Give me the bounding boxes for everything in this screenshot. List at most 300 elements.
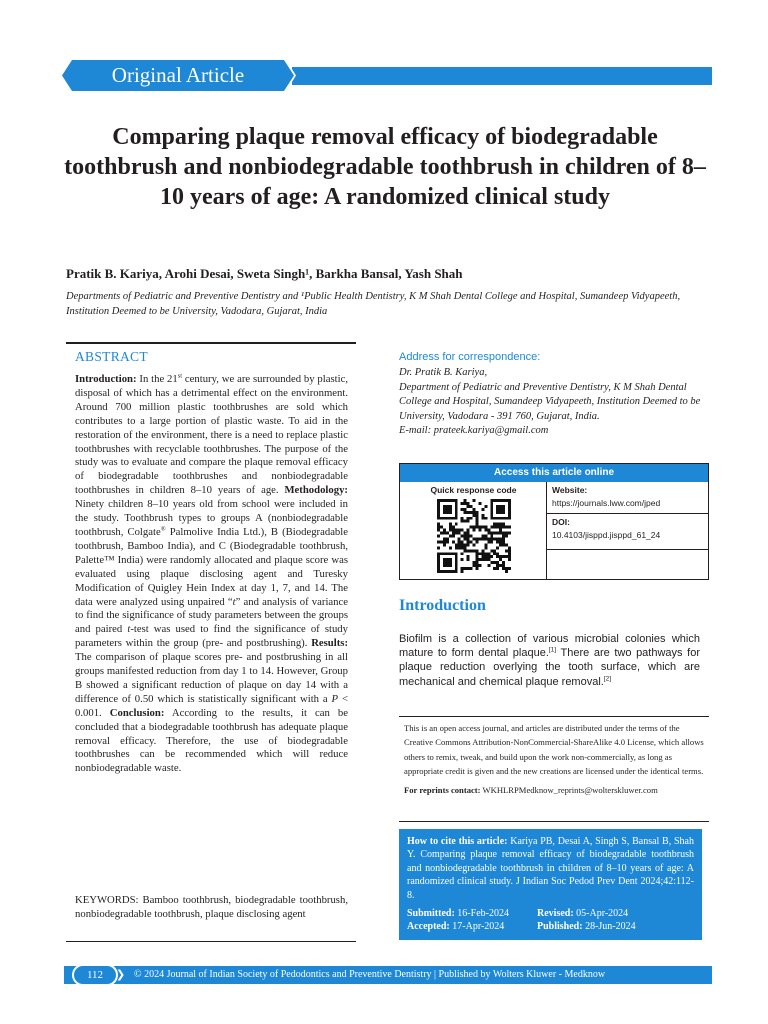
qr-module (502, 564, 505, 567)
qr-module (443, 529, 446, 532)
qr-module (458, 543, 461, 546)
qr-module (475, 567, 478, 570)
affiliation: Departments of Pediatric and Preventive Dentistry and ¹Public Health Dentistry, K M Shah Dental College and Hospital, Sumandeep Vidyapeeth, Institution Deemed to be University, Vadodara, Gujarat, India (66, 291, 681, 317)
qr-module (437, 552, 440, 555)
qr-module (437, 529, 440, 532)
qr-module (449, 526, 452, 529)
qr-module (475, 549, 478, 552)
qr-module (499, 526, 502, 529)
qr-module (496, 537, 499, 540)
qr-module (493, 567, 496, 570)
qr-module (502, 499, 505, 502)
qr-module (464, 543, 467, 546)
abstract-method-text-b: Palmolive India Ltd.), B (Biodegradable toothbrush, Bamboo India), and C (Biodegradable toothbrush, Palette™ India) were randomly allocated and plaque score was evaluated using plaque disclosing agent and Turesky Modification of Quigley Hein Index at day 1, 7, and 14. The data were analyzed using unpaired “ (75, 525, 348, 608)
qr-module (437, 567, 440, 570)
qr-module (443, 552, 446, 555)
qr-module (443, 561, 446, 564)
qr-module (461, 529, 464, 532)
qr-module (508, 508, 511, 511)
qr-module (464, 520, 467, 523)
abstract-rule (66, 342, 356, 344)
qr-module (458, 540, 461, 543)
qr-module (484, 543, 487, 546)
intro-ref-1[interactable]: [1] (548, 646, 557, 654)
keywords-rule (66, 941, 356, 942)
qr-module (470, 526, 473, 529)
qr-module (493, 532, 496, 535)
doi-link[interactable]: 10.4103/jisppd.jisppd_61_24 (552, 530, 661, 540)
qr-module (464, 567, 467, 570)
qr-module (437, 535, 440, 538)
qr-module (443, 511, 446, 514)
qr-module (464, 511, 467, 514)
qr-module (437, 558, 440, 561)
qr-module (502, 532, 505, 535)
qr-module (467, 567, 470, 570)
submitted-label: Submitted: (407, 908, 455, 920)
intro-text: Biofilm is a collection of various microbial colonies which mature to form dental plaque. (399, 633, 700, 660)
qr-module (461, 546, 464, 549)
qr-module (449, 552, 452, 555)
published-value: 28-Jun-2024 (582, 921, 636, 933)
published-date (537, 920, 687, 933)
abstract-conclusion-label: Conclusion: (109, 706, 165, 719)
qr-module (449, 523, 452, 526)
abstract-conclusion-text: According to the results, it can be concluded that a biodegradable toothbrush has adequate plaque removal efficacy. Therefore, the use of biodegradable toothbrushes can be recommended which will reduce nonbiodegradable waste. (75, 706, 349, 775)
qr-module (437, 499, 440, 502)
qr-module (499, 540, 502, 543)
qr-module (478, 564, 481, 567)
keywords-text: Bamboo toothbrush, biodegradable toothbrush, nonbiodegradable toothbrush, plaque disclosing agent (75, 894, 348, 920)
qr-module (437, 526, 440, 529)
intro-ref-2[interactable]: [2] (603, 674, 612, 682)
qr-module (437, 564, 440, 567)
qr-module (446, 511, 449, 514)
qr-module (437, 502, 440, 505)
qr-module (461, 570, 464, 573)
qr-module (496, 561, 499, 564)
qr-module (473, 529, 476, 532)
qr-module (443, 540, 446, 543)
qr-column (400, 482, 547, 579)
abstract-method-text-d: -test was used to find the significance of study parameters within the group (pre- and postbrushing). (75, 623, 348, 650)
qr-module (493, 523, 496, 526)
qr-module (475, 523, 478, 526)
qr-module (502, 511, 505, 514)
qr-module (452, 526, 455, 529)
header-rule (292, 67, 712, 85)
qr-module (443, 558, 446, 561)
qr-module (499, 564, 502, 567)
qr-module (490, 505, 493, 508)
qr-module (496, 552, 499, 555)
qr-module (455, 546, 458, 549)
qr-module (499, 555, 502, 558)
submitted-value: 16-Feb-2024 (454, 908, 509, 920)
qr-module (464, 549, 467, 552)
qr-module (464, 537, 467, 540)
abstract-intro-text: In the 21 (136, 373, 178, 385)
qr-module (443, 543, 446, 546)
qr-module (446, 570, 449, 573)
qr-module (455, 564, 458, 567)
qr-module (467, 520, 470, 523)
correspondence-name: Dr. Pratik B. Kariya, (399, 367, 488, 378)
qr-module (443, 532, 446, 535)
qr-module (446, 532, 449, 535)
qr-module (467, 517, 470, 520)
qr-module (484, 558, 487, 561)
qr-module (461, 508, 464, 511)
introduction-heading: Introduction (399, 597, 486, 614)
reprints-email[interactable]: WKHLRPMedknow_reprints@wolterskluwer.com (480, 785, 658, 796)
qr-code-icon[interactable] (437, 498, 511, 574)
qr-module (478, 537, 481, 540)
qr-module (508, 514, 511, 517)
qr-module (475, 511, 478, 514)
qr-module (461, 543, 464, 546)
qr-module (478, 552, 481, 555)
qr-module (475, 514, 478, 517)
page-number: 112 (72, 964, 118, 986)
abstract-results-label: Results: (311, 637, 348, 650)
qr-module (446, 505, 449, 508)
qr-module (437, 508, 440, 511)
qr-module (505, 535, 508, 538)
abstract-intro-sup: st (177, 372, 183, 380)
qr-module (502, 535, 505, 538)
qr-module (508, 502, 511, 505)
qr-module (455, 561, 458, 564)
qr-module (478, 529, 481, 532)
qr-module (505, 543, 508, 546)
qr-module (443, 537, 446, 540)
qr-module (502, 537, 505, 540)
qr-module (473, 564, 476, 567)
abstract-method-text-c: ” and analysis of variance to find the significance of study parameters between the groups and paired (75, 595, 348, 636)
qr-module (455, 529, 458, 532)
citation-body: Kariya PB, Desai A, Singh S, Bansal B, Shah Y. Comparing plaque removal efficacy of biodegradable toothbrush and nonbiodegradable toothbrush in children of 8–10 years of age: A randomized clinical study. J Indian Soc Pedod Prev Dent 2024;42:112-8. (407, 836, 694, 901)
abstract-method-t1: t (232, 595, 236, 608)
qr-module (455, 499, 458, 502)
qr-module (440, 532, 443, 535)
abstract-heading: ABSTRACT (75, 349, 148, 364)
qr-module (455, 570, 458, 573)
qr-module (505, 570, 508, 573)
qr-module (440, 526, 443, 529)
qr-module (443, 570, 446, 573)
qr-module (470, 549, 473, 552)
qr-module (478, 526, 481, 529)
revised-label: Revised: (537, 908, 574, 920)
qr-module (502, 517, 505, 520)
qr-module (455, 523, 458, 526)
qr-module (508, 532, 511, 535)
qr-module (449, 499, 452, 502)
qr-module (437, 517, 440, 520)
qr-module (505, 549, 508, 552)
qr-module (502, 561, 505, 564)
website-label: Website: (552, 485, 588, 495)
qr-module (508, 552, 511, 555)
accepted-label: Accepted: (407, 921, 450, 933)
qr-module (508, 511, 511, 514)
qr-module (481, 517, 484, 520)
qr-module (473, 499, 476, 502)
qr-module (508, 505, 511, 508)
qr-module (499, 508, 502, 511)
qr-module (505, 532, 508, 535)
qr-module (484, 546, 487, 549)
qr-module (475, 558, 478, 561)
qr-module (437, 505, 440, 508)
intro-text-cont: There are two pathways for plaque reduction overlying the tooth surface, which are mechanical and chemical plaque removal. (399, 647, 700, 688)
qr-module (499, 505, 502, 508)
qr-module (490, 537, 493, 540)
qr-module (467, 540, 470, 543)
qr-module (496, 546, 499, 549)
qr-module (455, 514, 458, 517)
qr-module (449, 546, 452, 549)
qr-module (437, 555, 440, 558)
qr-module (470, 567, 473, 570)
qr-module (481, 535, 484, 538)
qr-module (449, 517, 452, 520)
qr-module (443, 499, 446, 502)
abstract-method-label: Methodology: (284, 484, 348, 497)
qr-module (496, 505, 499, 508)
qr-module (446, 517, 449, 520)
qr-module (499, 523, 502, 526)
qr-module (461, 535, 464, 538)
qr-module (487, 564, 490, 567)
access-heading: Access this article online (400, 464, 708, 482)
qr-module (493, 561, 496, 564)
qr-module (475, 540, 478, 543)
reprints-line (404, 783, 704, 797)
qr-module (505, 517, 508, 520)
qr-module (502, 543, 505, 546)
qr-module (440, 499, 443, 502)
qr-module (502, 523, 505, 526)
qr-module (458, 546, 461, 549)
qr-module (490, 499, 493, 502)
qr-module (499, 517, 502, 520)
qr-module (484, 535, 487, 538)
abstract-results-text: The comparison of plaque scores pre- and postbrushing in all groups manifested reduction from day 1 to 14. However, Group B showed a significant reduction of plaque on day 14 with a difference of 0.50 which is statistically significant with a (75, 651, 348, 705)
qr-module (473, 526, 476, 529)
qr-module (452, 532, 455, 535)
qr-module (449, 558, 452, 561)
qr-module (502, 505, 505, 508)
qr-module (490, 540, 493, 543)
abstract-results-text-b: < 0.001. (75, 692, 348, 719)
qr-module (452, 570, 455, 573)
license-box (399, 716, 709, 822)
qr-module (449, 570, 452, 573)
qr-module (446, 552, 449, 555)
accepted-value: 17-Apr-2024 (449, 921, 505, 933)
doi-cell (547, 514, 708, 550)
qr-module (502, 555, 505, 558)
qr-module (461, 558, 464, 561)
qr-module (449, 561, 452, 564)
qr-module (487, 532, 490, 535)
qr-module (484, 552, 487, 555)
abstract-method-t2: t (127, 623, 131, 636)
qr-module (455, 508, 458, 511)
qr-module (496, 517, 499, 520)
website-link[interactable]: https://journals.lww.com/jped (552, 498, 661, 508)
qr-module (473, 561, 476, 564)
qr-module (487, 529, 490, 532)
qr-module (484, 537, 487, 540)
qr-module (502, 508, 505, 511)
qr-module (443, 508, 446, 511)
qr-module (464, 508, 467, 511)
qr-module (496, 511, 499, 514)
qr-module (449, 511, 452, 514)
qr-module (437, 511, 440, 514)
website-cell (547, 482, 708, 514)
qr-module (484, 526, 487, 529)
qr-module (470, 535, 473, 538)
qr-module (496, 567, 499, 570)
qr-module (449, 564, 452, 567)
correspondence-email[interactable]: E-mail: prateek.kariya@gmail.com (399, 425, 549, 436)
qr-module (502, 540, 505, 543)
qr-module (490, 555, 493, 558)
qr-module (446, 537, 449, 540)
qr-module (496, 564, 499, 567)
qr-module (437, 561, 440, 564)
qr-module (475, 552, 478, 555)
qr-module (452, 499, 455, 502)
citation-label: How to cite this article: (407, 836, 508, 847)
qr-module (452, 552, 455, 555)
qr-module (461, 502, 464, 505)
qr-module (508, 546, 511, 549)
qr-module (443, 564, 446, 567)
license-text: This is an open access journal, and articles are distributed under the terms of the Creative Commons Attribution-NonCommercial-ShareAlike 4.0 License, which allows others to remix, tweak, and build upon the work non-commercially, as long as appropriate credit is given and the new creations are licensed under the identical terms. (404, 723, 704, 776)
qr-module (467, 502, 470, 505)
qr-module (455, 502, 458, 505)
qr-module (487, 540, 490, 543)
qr-module (470, 517, 473, 520)
abstract-results-p: P (331, 692, 339, 705)
qr-module (487, 537, 490, 540)
qr-module (481, 558, 484, 561)
article-type-label: Original Article (111, 63, 245, 87)
dates-grid (407, 907, 694, 934)
qr-module (473, 537, 476, 540)
qr-module (446, 558, 449, 561)
qr-module (508, 555, 511, 558)
qr-module (490, 526, 493, 529)
qr-module (490, 535, 493, 538)
qr-module (461, 540, 464, 543)
qr-module (467, 537, 470, 540)
qr-module (499, 511, 502, 514)
article-title: Comparing plaque removal efficacy of biodegradable toothbrush and nonbiodegradable toothbrush in children of 8–10 years of age: A randomized clinical study (64, 124, 706, 210)
qr-module (452, 540, 455, 543)
qr-module (443, 505, 446, 508)
qr-module (473, 543, 476, 546)
qr-module (449, 505, 452, 508)
qr-module (470, 505, 473, 508)
qr-module (461, 517, 464, 520)
qr-module (493, 552, 496, 555)
qr-module (493, 499, 496, 502)
qr-module (455, 543, 458, 546)
qr-module (475, 561, 478, 564)
qr-module (464, 546, 467, 549)
qr-module (490, 502, 493, 505)
citation-text (407, 835, 694, 902)
doi-label: DOI: (552, 517, 570, 527)
qr-module (446, 540, 449, 543)
qr-module (484, 529, 487, 532)
qr-module (496, 508, 499, 511)
revised-value: 05-Apr-2024 (573, 908, 629, 920)
qr-module (478, 558, 481, 561)
correspondence-address: Department of Pediatric and Preventive Dentistry, K M Shah Dental College and Hospital, Sumandeep Vidyapeeth, Institution Deemed to be University, Vadodara - 391 760, Gujarat, India. (399, 381, 701, 422)
qr-module (487, 558, 490, 561)
qr-module (467, 543, 470, 546)
qr-module (473, 549, 476, 552)
qr-module (505, 526, 508, 529)
keywords (75, 894, 348, 922)
qr-module (440, 540, 443, 543)
qr-module (475, 537, 478, 540)
correspondence-body (399, 366, 709, 439)
qr-module (470, 511, 473, 514)
qr-module (437, 540, 440, 543)
qr-module (461, 567, 464, 570)
qr-module (455, 555, 458, 558)
qr-module (446, 561, 449, 564)
qr-module (452, 517, 455, 520)
qr-module (481, 508, 484, 511)
author-list: Pratik B. Kariya, Arohi Desai, Sweta Singh¹, Barkha Bansal, Yash Shah (66, 266, 463, 281)
qr-module (473, 511, 476, 514)
qr-module (452, 535, 455, 538)
qr-module (493, 537, 496, 540)
qr-module (455, 517, 458, 520)
qr-module (467, 555, 470, 558)
qr-module (496, 555, 499, 558)
qr-module (502, 567, 505, 570)
qr-module (443, 517, 446, 520)
qr-module (458, 532, 461, 535)
qr-module (455, 532, 458, 535)
qr-module (467, 558, 470, 561)
abstract-intro-text-cont: century, we are surrounded by plastic, disposal of which has a detrimental effect on the environment. Around 700 million plastic toothbrushes are sold which contributes to a large portion of plastic waste. To aid in the restoration of the environment, there is a need to replace plastic toothbrushes with recyclable toothbrushes. The purpose of the study was to evaluate and compare the plaque removal efficacy of biodegradable toothbrushes and nonbiodegradable toothbrushes in children 8–10 years of age. (75, 373, 348, 497)
qr-module (458, 529, 461, 532)
qr-module (505, 499, 508, 502)
qr-module (481, 555, 484, 558)
qr-module (464, 499, 467, 502)
qr-module (449, 535, 452, 538)
qr-module (502, 526, 505, 529)
qr-module (475, 520, 478, 523)
qr-module (455, 505, 458, 508)
revised-date (537, 907, 687, 920)
qr-module (481, 552, 484, 555)
access-online-box (399, 463, 709, 580)
qr-module (496, 499, 499, 502)
qr-module (508, 526, 511, 529)
